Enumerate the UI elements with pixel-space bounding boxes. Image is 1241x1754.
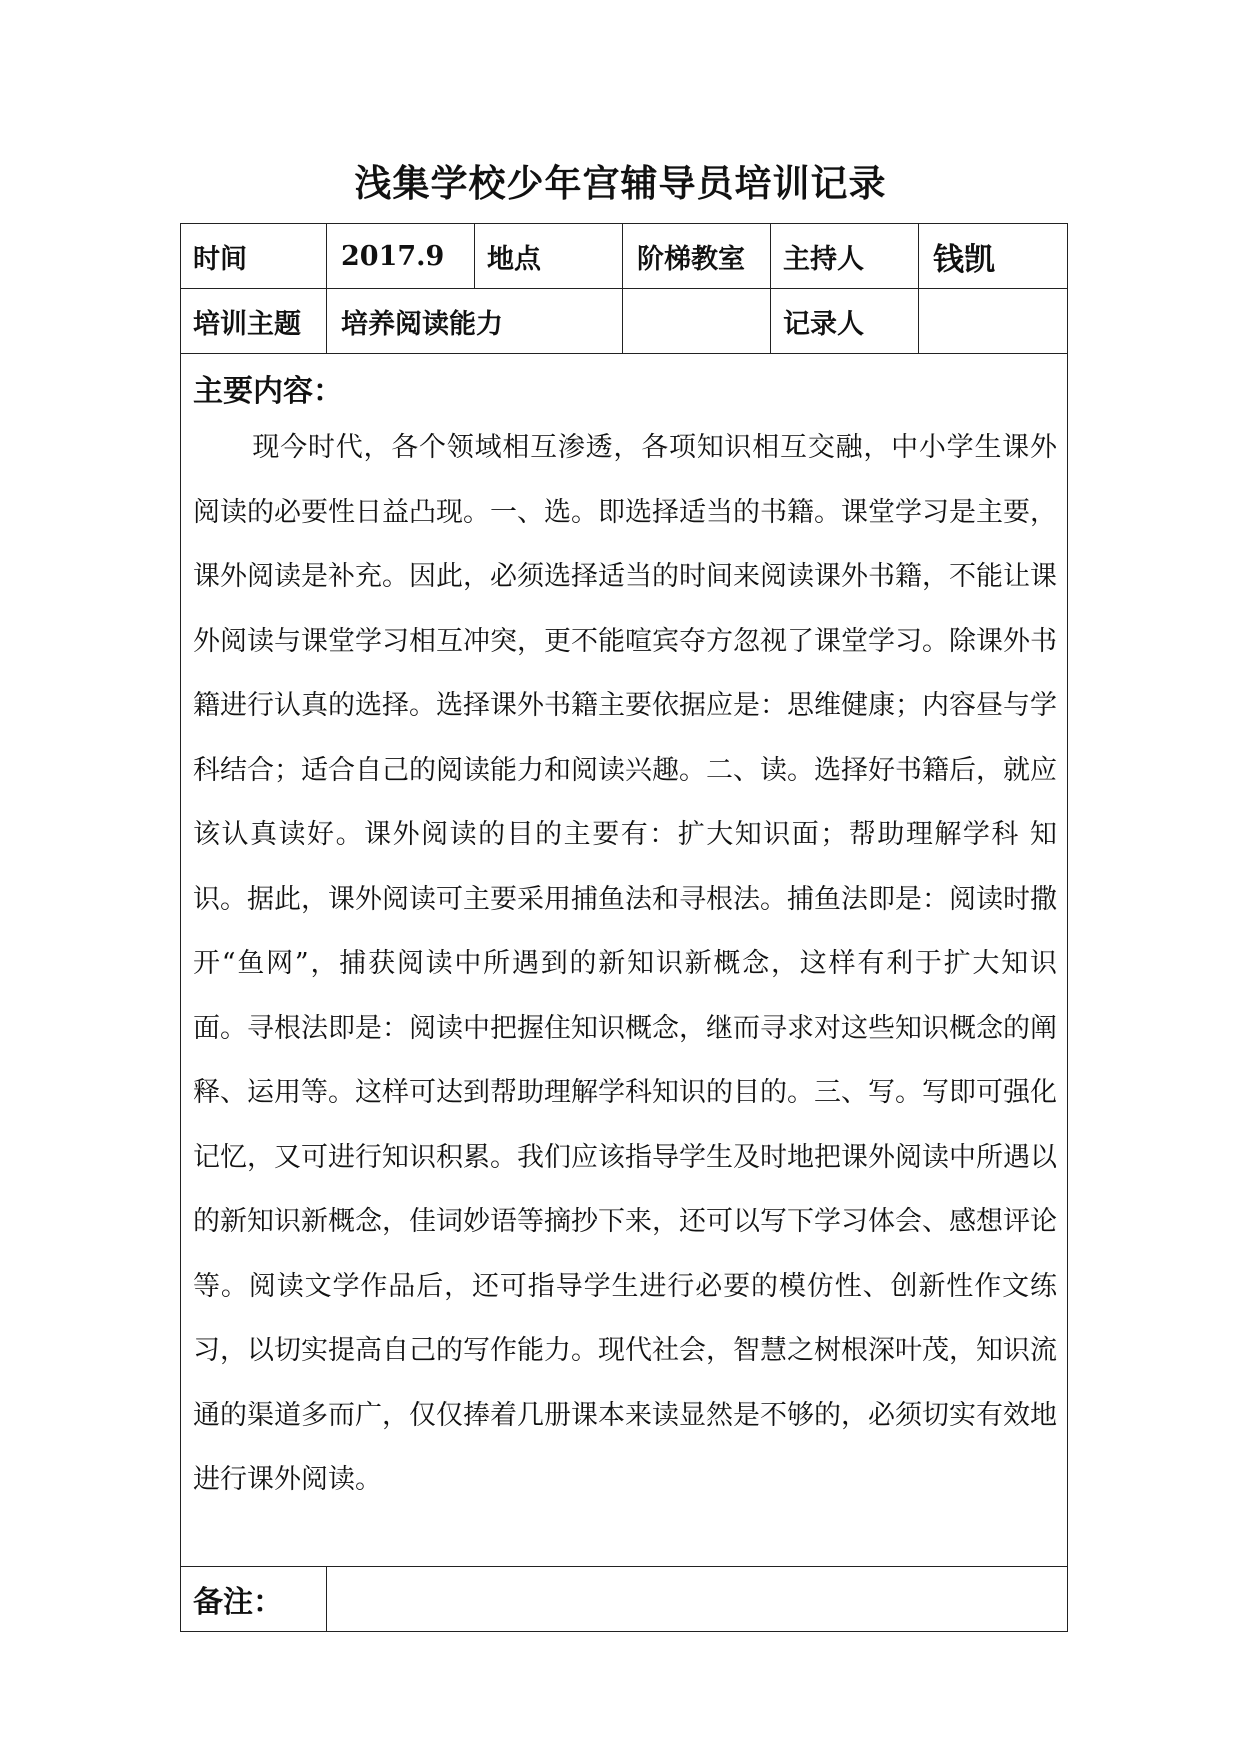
content-row	[181, 354, 1068, 1567]
location-label: 地点	[475, 224, 623, 289]
recorder-value	[919, 289, 1068, 354]
notes-row	[181, 1567, 1068, 1632]
content-body: 现今时代，各个领域相互渗透，各项知识相互交融，中小学生课外阅读的必要性日益凸现。一、选。即选择适当的书籍。课堂学习是主要，课外阅读是补充。因此，必须选择适当的时间来阅读课外书籍，不能让课外阅读与课堂学习相互冲突，更不能喧宾夺方忽视了课堂学习。除课外书籍进行认真的选择。选择课外书籍主要依据应是：思维健康；内容昼与学科结合；适合自己的阅读能力和阅读兴趣。二、读。选择好书籍后，就应该认真读好。课外阅读的目的主要有：扩大知识面；帮助理解学科 知识。据此，课外阅读可主要采用捕鱼法和寻根法。捕鱼法即是：阅读时撒开“鱼网”，捕获阅读中所遇到的新知识新概念，这样有利于扩大知识面。寻根法即是：阅读中把握住知识概念，继而寻求对这些知识概念的阐释、运用等。这样可达到帮助理解学科知识的目的。三、写。写即可强化记忆，又可进行知识积累。我们应该指导学生及时地把课外阅读中所遇以的新知识新概念，佳词妙语等摘抄下来，还可以写下学习体会、感想评论等。阅读文学作品后，还可指导学生进行必要的模仿性、创新性作文练习，以切实提高自己的写作能力。现代社会，智慧之树根深叶茂，知识流通的渠道多而广，仅仅捧着几册课本来读显然是不够的，必须切实有效地进行课外阅读。	[193, 432, 1057, 1495]
location-value: 阶梯教室	[623, 224, 771, 289]
topic-label: 培训主题	[181, 289, 327, 354]
notes-value	[327, 1567, 1068, 1632]
topic-value: 培养阅读能力	[327, 289, 623, 354]
topic-row	[181, 289, 1068, 354]
time-label: 时间	[181, 224, 327, 289]
header-row	[181, 224, 1068, 289]
document-title: 浅集学校少年宫辅导员培训记录	[354, 161, 887, 205]
notes-label: 备注：	[181, 1567, 327, 1632]
topic-blank-cell	[623, 289, 771, 354]
training-record-table	[180, 223, 1068, 1632]
host-value: 钱凯	[919, 224, 1068, 289]
recorder-label: 记录人	[771, 289, 919, 354]
time-value: 2017.9	[327, 224, 475, 289]
content-cell	[181, 354, 1068, 1567]
content-heading: 主要内容：	[193, 374, 343, 409]
host-label: 主持人	[771, 224, 919, 289]
